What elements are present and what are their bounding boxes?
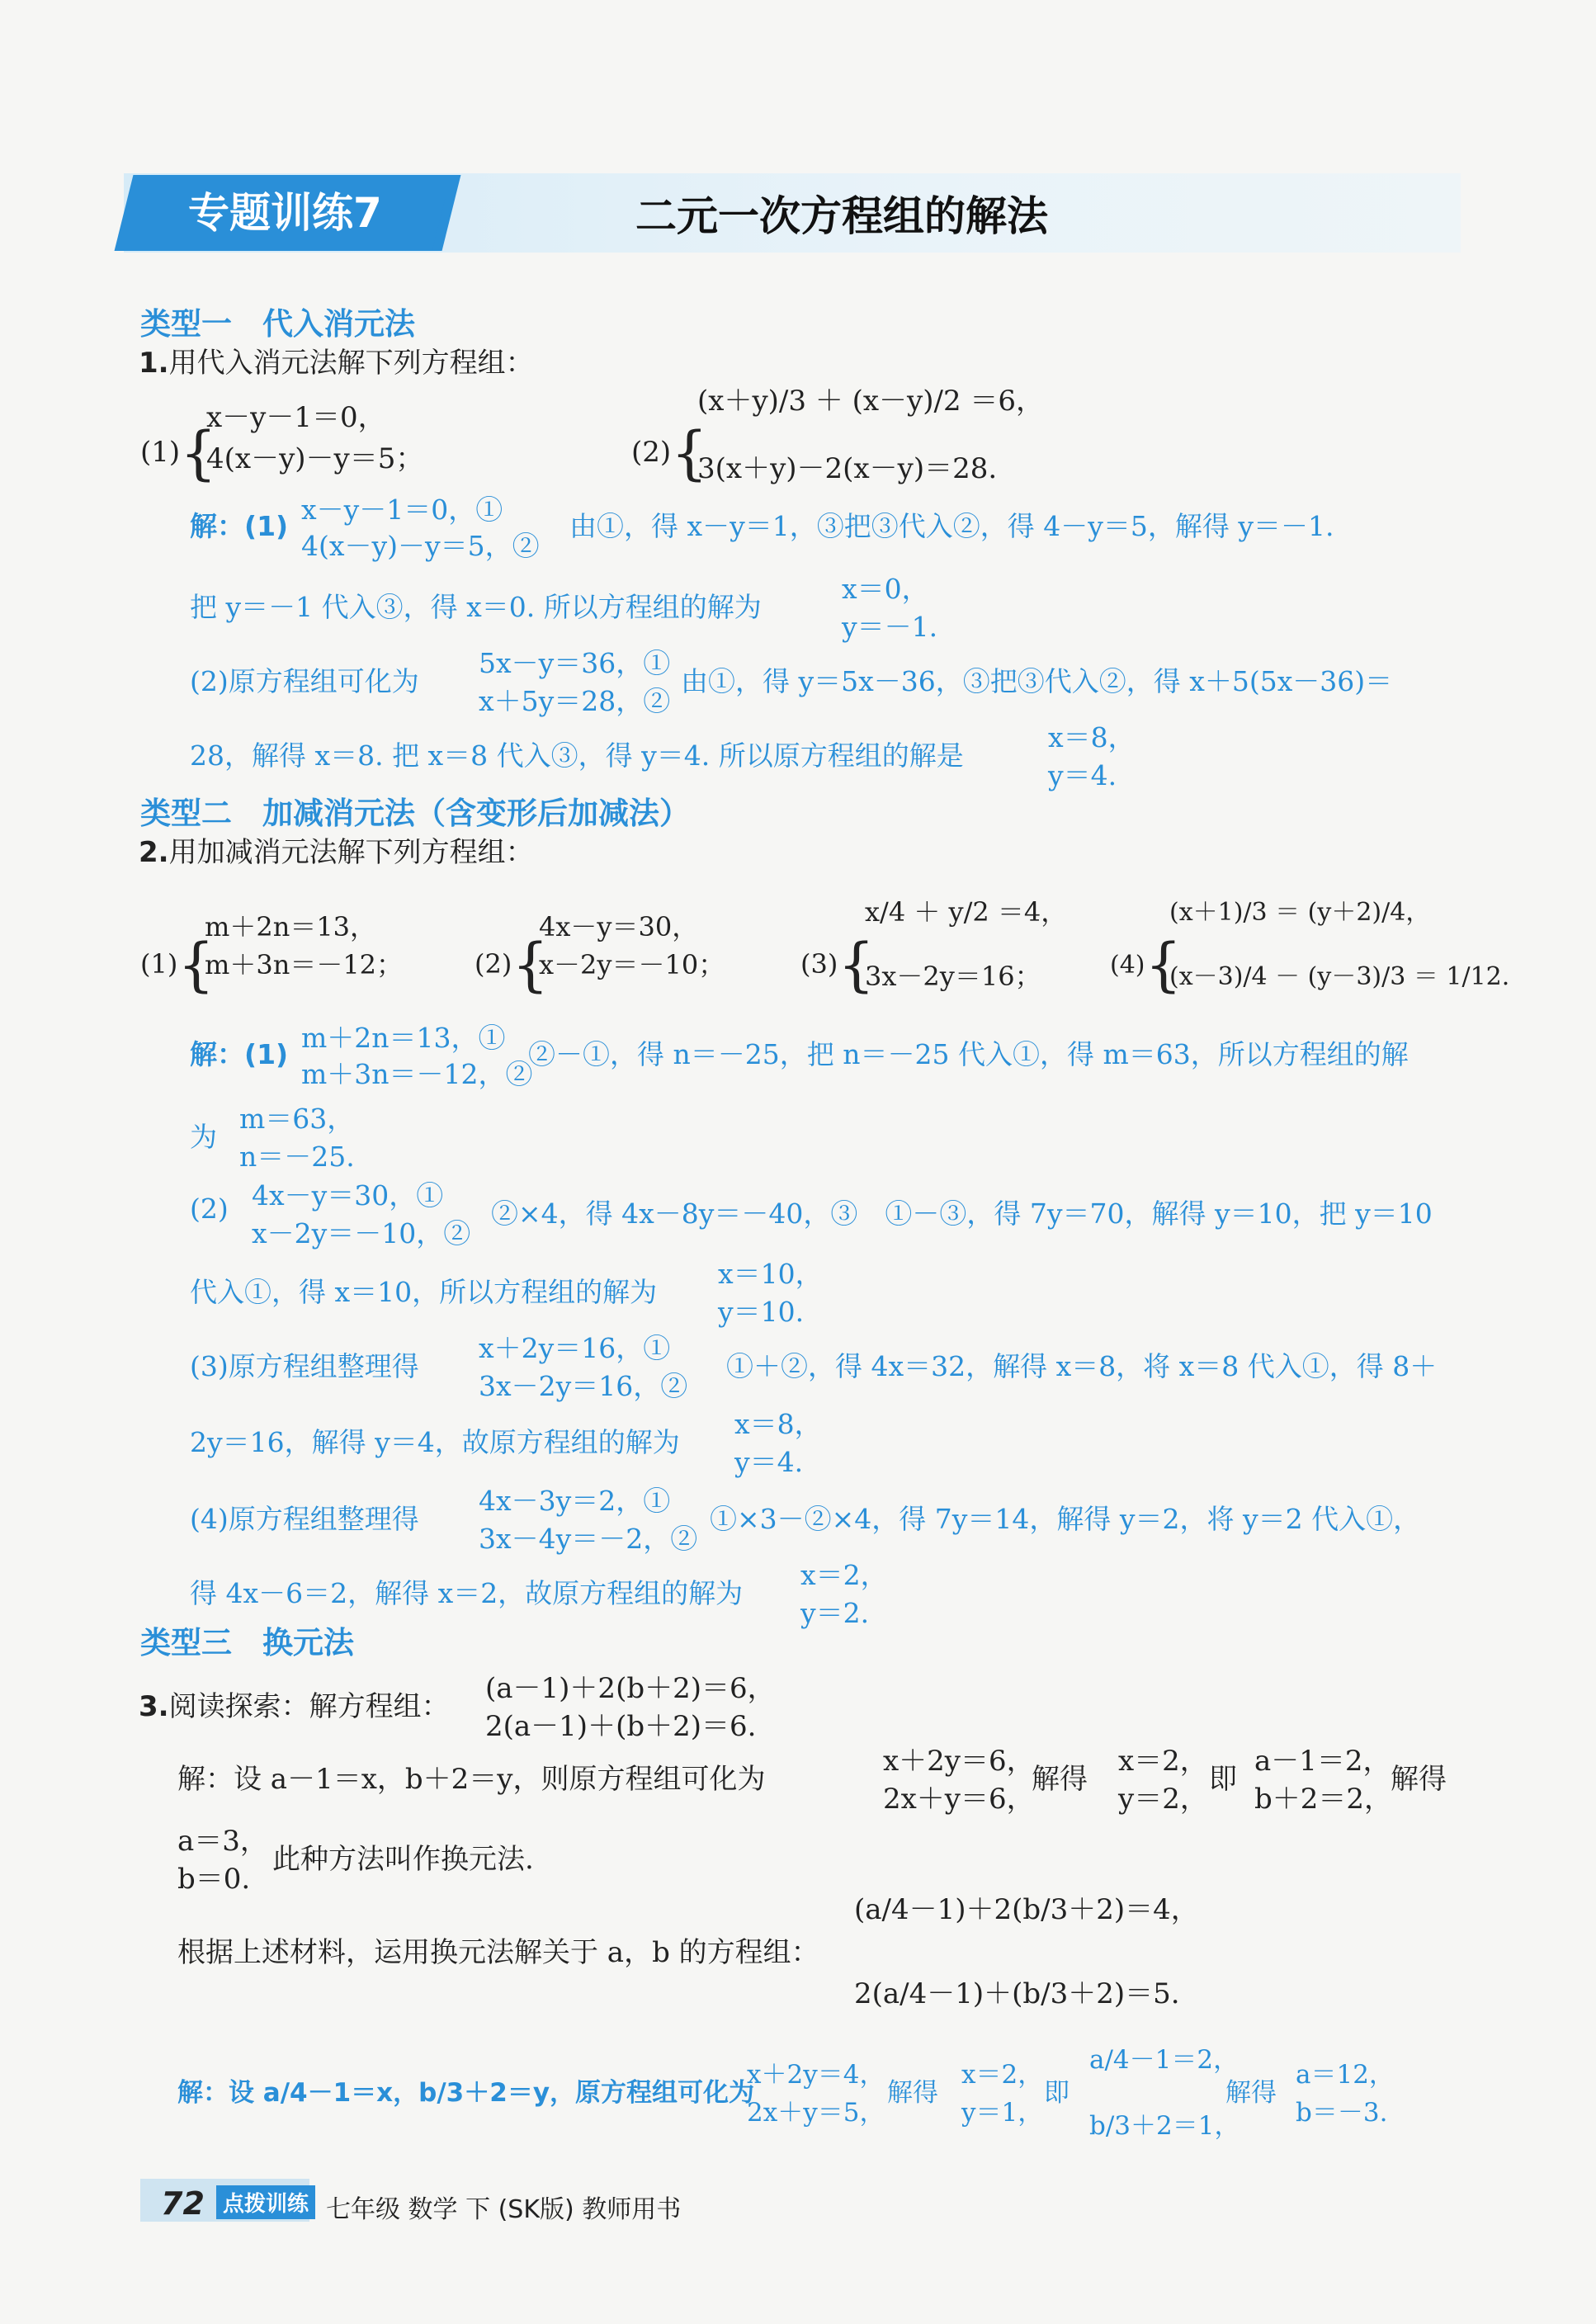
page-title: 二元一次方程组的解法 — [635, 192, 1048, 240]
q2-part3: (3){ x/4 ＋ y/2 ＝4， 3x－2y＝16； — [800, 896, 1068, 999]
q2-part1: (1){ m＋2n＝13， m＋3n＝－12； — [140, 911, 404, 999]
footer-logo: 点拨训练 — [216, 2185, 315, 2219]
q1-solution-1-line2: 把 y＝－1 代入③，得 x＝0. 所以方程组的解为 x＝0， y＝－1. — [190, 573, 938, 643]
q2-solution-2-line2: 代入①，得 x＝10，所以方程组的解为 x＝10， y＝10. — [190, 1258, 823, 1328]
q2-solution-3: (3)原方程组整理得 x＋2y＝16，① 3x－2y＝16，② ①＋②，得 4x＝32，解得 x＝8，将 x＝8 代入①，得 8＋ — [190, 1332, 1438, 1402]
footer-book-title: 七年级 数学 下 (SK版) 教师用书 — [326, 2195, 682, 2224]
q1-part2: (2){ (x＋y)/3 ＋ (x－y)/2 ＝6， 3(x＋y)－2(x－y)＝28. — [631, 385, 1045, 487]
q2-solution-3-line2: 2y＝16，解得 y＝4，故原方程组的解为 x＝8， y＝4. — [190, 1408, 822, 1478]
q3-explanation-1: 解：设 a－1＝x，b＋2＝y，则原方程组可化为 x＋2y＝6， 2x＋y＝6， 解得 x＝2， y＝2， 即 a－1＝2， b＋2＝2， 解得 — [177, 1745, 1447, 1816]
q2-solution-4-line2: 得 4x－6＝2，解得 x＝2，故原方程组的解为 x＝2， y＝2. — [190, 1559, 888, 1629]
question-1: 1.用代入消元法解下列方程组： — [139, 347, 534, 380]
q2-solution-2: (2) 4x－y＝30，① x－2y＝－10，② ②×4，得 4x－8y＝－40，③ ①－③，得 7y＝70，解得 y＝10，把 y＝10 — [190, 1179, 1433, 1249]
section-title-1: 类型一 代入消元法 — [140, 306, 415, 342]
q2-solution-1-line2: 为 m＝63， n＝－25. — [190, 1103, 355, 1173]
q2-solution-1: 解：(1) m＋2n＝13，① m＋3n＝－12，② ②－①，得 n＝－25，把 n＝－25 代入①，得 m＝63，所以方程组的解 — [190, 1022, 1409, 1090]
topic-tag: 专题训练7 — [115, 175, 456, 251]
q3-solution: 解：设 a/4－1＝x，b/3＋2＝y，原方程组可化为 x＋2y＝4， 2x＋y＝5， 解得 x＝2， y＝1， 即 a/4－1＝2， b/3＋2＝1， 解得 a＝12， b＝－3. — [177, 2045, 1395, 2141]
q2-solution-4: (4)原方程组整理得 4x－3y＝2，① 3x－4y＝－2，② ①×3－②×4，得 7y＝14，解得 y＝2，将 y＝2 代入①， — [190, 1485, 1421, 1555]
q3-task: 根据上述材料，运用换元法解关于 a，b 的方程组： (a/4－1)＋2(b/3＋2)＝4， 2(a/4－1)＋(b/3＋2)＝5. — [177, 1893, 1199, 2010]
q2-part4: (4){ (x＋1)/3 ＝ (y＋2)/4， (x－3)/4 － (y－3)/3 ＝ 1/12. — [1110, 898, 1510, 999]
question-2: 2.用加减消元法解下列方程组： — [139, 836, 534, 869]
section-title-2: 类型二 加减消元法（含变形后加减法） — [140, 796, 690, 831]
q1-solution-2-line2: 28，解得 x＝8. 把 x＝8 代入③，得 y＝4. 所以原方程组的解是 x＝8， y＝4. — [190, 721, 1136, 791]
q1-solution-1: 解：(1) x－y－1＝0，① 4(x－y)－y＝5，② 由①，得 x－y＝1，③把③代入②，得 4－y＝5，解得 y＝－1. — [190, 494, 1334, 562]
q1-solution-2: (2)原方程组可化为 5x－y＝36，① x＋5y＝28，② 由①，得 y＝5x－36，③把③代入②，得 x＋5(5x－36)＝ — [190, 647, 1393, 717]
q2-part2: (2){ 4x－y＝30， x－2y＝－10； — [475, 911, 725, 999]
section-title-3: 类型三 换元法 — [140, 1625, 354, 1660]
q1-part1: (1){ x－y－1＝0， 4(x－y)－y＝5； — [140, 401, 424, 487]
question-3: 3.阅读探索：解方程组： (a－1)＋2(b＋2)＝6， 2(a－1)＋(b＋2)＝6. — [139, 1672, 776, 1743]
page: 专题训练7 二元一次方程组的解法 类型一 代入消元法 1.用代入消元法解下列方程组： (1){ x－y－1＝0， 4(x－y)－y＝5； (2){ (x＋y)/3 ＋ (x－y)/2 ＝6， 3(x＋y)－2(x－y)＝28. 解：(1) x－y－1＝0，① 4(x－y)－y＝5，② 由①，得 x－y＝1，③把③代入②，得 4－y＝5，解得 y＝－1. 把 y＝－1 代入③，得 x＝0. 所以方程组的解为 x＝0， y＝－1. (2)原方程组可化为 5x－y＝36，① x＋5y＝28，② 由①，得 y＝5x－36，③把③代入②，得 x＋5(5x－36)＝ 28，解得 x＝8. 把 x＝8 代入③，得 y＝4. 所以原方程组的解是 x＝8， y＝4. 类型二 加减消元法（含变形后加减法） 2.用加减消元法解下列方程组： (1){ m＋2n＝13， m＋3n＝－12； (2){ 4x－y＝30， x－2y＝－10； (3){ x/4 ＋ y/2 ＝4， 3x－2y＝16； (4){ (x＋1)/3 ＝ (y＋2)/4， (x－3)/4 － (y－3)/3 ＝ 1/12. 解：(1) m＋2n＝13，① m＋3n＝－12，② ②－①，得 n＝－25，把 n＝－25 代入①，得 m＝63，所以方程组的解 为 m＝63， n＝－25. (2) 4x－y＝30，① x－2y＝－10，② ②×4，得 4x－8y＝－40，③ ①－③，得 7y＝70，解得 y＝10，把 y＝10 代入①，得 x＝10，所以方程组的解为 x＝10， y＝10. (3)原方程组整理得 x＋2y＝16，① 3x－2y＝16，② ①＋②，得 4x＝32，解得 x＝8，将 x＝8 代入①，得 8＋ 2y＝16，解得 y＝4，故原方程组的解为 x＝8， y＝4. (4)原方程组整理得 4x－3y＝2，① 3x－4y＝－2，② ①×3－②×4，得 7y＝14，解得 y＝2，将 y＝2 代入①， 得 4x－6＝2，解得 x＝2，故原方程组的解为 x＝2， y＝2. 类型三 换元法 3.阅读探索：解方程组： (a－1)＋2(b＋2)＝6， 2(a－1)＋(b＋2)＝6. 解：设 a－1＝x，b＋2＝y，则原方程组可化为 x＋2y＝6， 2x＋y＝6， 解得 x＝2， y＝2， 即 a－1＝2， b＋2＝2， 解得 a＝3， b＝0. 此种方法叫作换元法. 根据上述材料，运用换元法解关于 a，b 的方程组： (a/4－1)＋2(b/3＋2)＝4， 2(a/4－1)＋(b/3＋2)＝5. 解：设 a/4－1＝x，b/3＋2＝y，原方程组可化为 x＋2y＝4， 2x＋y＝5， 解得 x＝2， y＝1， 即 a/4－1＝2， b/3＋2＝1， 解得 a＝12， b＝－3. 72 点拨训练 七年级 数学 下 (SK版) 教师用书 — [0, 0, 1596, 2324]
page-number: 72 — [161, 2185, 205, 2222]
